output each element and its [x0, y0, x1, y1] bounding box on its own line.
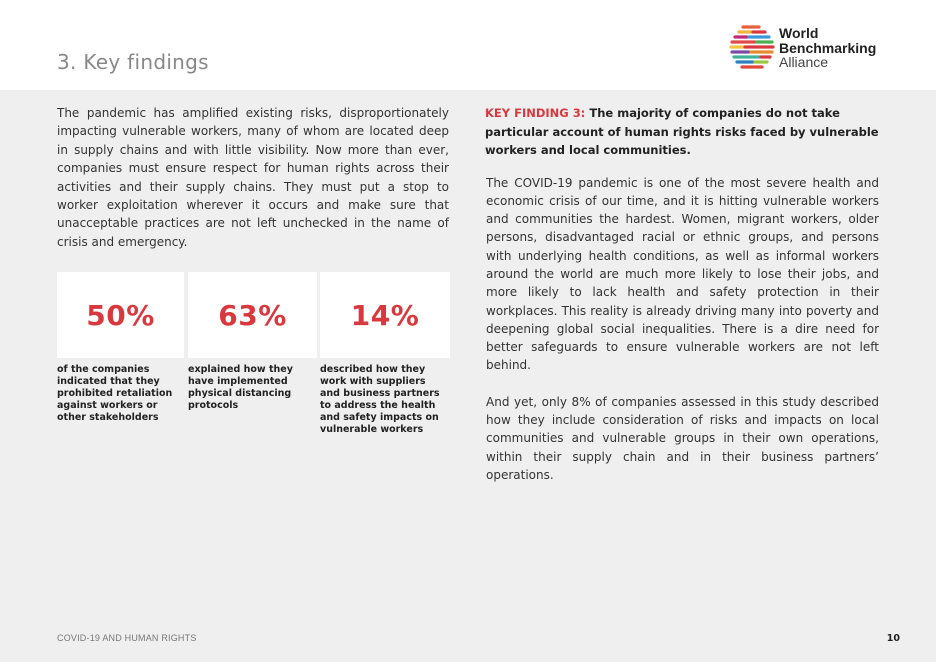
logo-wordmark	[779, 26, 876, 70]
stat-value-2: 63%	[218, 298, 287, 332]
intro-paragraph: The pandemic has amplified existing risks, disproportionately impacting vulnerable workers, many of whom are located deep in supply chains and with little visibility. Now more than ever, companies must ensure respect for human rights across their activities and their supply chains. They must put a stop to worker exploitation wherever it occurs and make sure that unacceptable practices are not left unchecked in the name of crisis and emergency.	[57, 106, 449, 249]
key-finding-title: The majority of companies do not take particular account of human rights risks faced by vulnerable workers and local communities.	[485, 106, 879, 157]
stat-box-3	[320, 272, 450, 358]
wba-striped-globe-icon	[729, 24, 777, 72]
stat-value-3: 14%	[350, 298, 420, 332]
wba-logo	[729, 24, 889, 72]
logo-line-3: Alliance	[779, 54, 829, 70]
key-finding-paragraph-2: And yet, only 8% of companies assessed in this study described how they include consideration of risks and impacts on local communities and vulnerable groups in their own operations, within their supply chain and in their business partners’ operations.	[486, 394, 879, 482]
page-header	[0, 0, 936, 90]
stat-box-1	[57, 272, 184, 358]
page-number: 10	[886, 633, 900, 644]
key-finding-label: KEY FINDING 3:	[485, 106, 586, 120]
stat-caption-3: described how they work with suppliers and business partners to address the health and safety impacts on vulnerable workers	[320, 364, 440, 435]
stat-caption-1: of the companies indicated that they prohibited retaliation against workers or other stakeholders	[57, 364, 173, 423]
stat-value-1: 50%	[86, 298, 155, 332]
logo-line-2: Benchmarking	[779, 39, 877, 56]
key-finding-paragraph-1: The COVID-19 pandemic is one of the most severe health and economic crisis of our time, and it is hitting vulnerable workers and communities the hardest. Women, migrant workers, older persons, disadvantaged racial or ethnic groups, and persons with underlying health conditions, as well as informal workers around the world are much more likely to lose their jobs, and more likely to lack health and safety protection in their workplaces. This reality is already driving many into poverty and deepening global social inequalities. There is a dire need for better safeguards to ensure vulnerable workers are not left behind.	[486, 175, 879, 373]
logo-line-1: World	[779, 25, 819, 41]
stat-box-2	[188, 272, 317, 358]
key-finding-heading	[485, 104, 879, 160]
key-finding-column	[485, 104, 879, 484]
footer-document-title: COVID-19 AND HUMAN RIGHTS	[57, 633, 197, 643]
stat-caption-2: explained how they have implemented physical distancing protocols	[188, 364, 293, 411]
page-title: 3. Key findings	[57, 50, 209, 74]
